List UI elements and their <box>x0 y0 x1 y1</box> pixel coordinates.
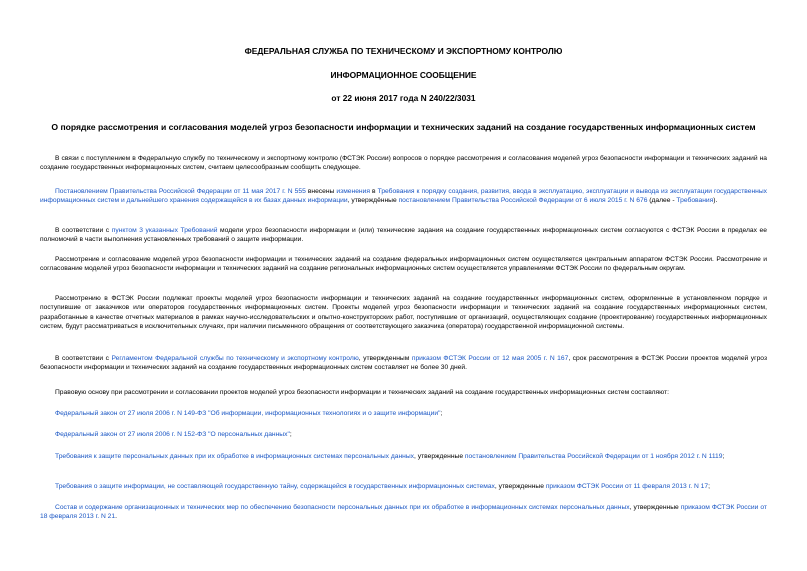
paragraph-text: В связи с поступлением в Федеральную службу по техническому и экспортному контролю (ФСТЭК России) вопросов о порядке рассмотрения и согласования моделей угроз безопасности информации и технических заданий на создание государственных информационных систем, считаем целесообразным сообщить следующее. <box>40 155 767 172</box>
link-resolution-676[interactable]: постановлением Правительства Российской Федерации от 6 июля 2015 г. N 676 <box>398 197 648 205</box>
paragraph-text: , утвержденные <box>494 483 546 490</box>
paragraph-12 <box>40 503 767 522</box>
paragraph-4 <box>40 255 767 274</box>
paragraph-text: , утверждённые <box>347 197 399 205</box>
link-item-3-requirements[interactable]: пунктом 3 указанных Требований <box>111 227 218 234</box>
link-resolution-1119[interactable]: постановлением Правительства Российской Федерации от 1 ноября 2012 г. N 1119 <box>464 453 723 460</box>
paragraph-text: ). <box>713 197 718 205</box>
link-order-21[interactable]: приказом ФСТЭК России от 18 февраля 2013 г. N 21 <box>40 504 767 521</box>
paragraph-text: ; <box>722 453 725 460</box>
paragraph-2 <box>40 187 767 206</box>
paragraph-text: , утвержденные <box>629 504 681 511</box>
paragraph-3 <box>40 226 767 245</box>
link-requirements-gis[interactable]: Требования к порядку создания, развития, ввода в эксплуатацию, эксплуатации и вывода из эксплуатации государственных информационных систем и дальнейшего хранения содержащейся в их базах данных информации <box>40 188 767 205</box>
link-order-167[interactable]: приказом ФСТЭК России от 12 мая 2005 г. N 167 <box>411 355 569 362</box>
paragraph-text: ; <box>289 431 292 438</box>
link-order-17[interactable]: приказом ФСТЭК России от 11 февраля 2013 г. N 17 <box>545 483 709 490</box>
paragraph-text: , утвержденные <box>414 453 465 460</box>
paragraph-text: В соответствии с <box>55 227 112 234</box>
link-law-149[interactable]: Федеральный закон от 27 июля 2006 г. N 149-ФЗ "Об информации, информационных технологиях и о защите информации" <box>55 410 441 417</box>
link-gis-protection-requirements[interactable]: Требования о защите информации, не составляющей государственную тайну, содержащейся в государственных информационных системах <box>55 483 495 490</box>
paragraph-text: модели угроз безопасности информации и (или) технические задания на создание государственных информационных систем согласуются с ФСТЭК России в пределах ее полномочий в части выполнения установленных требований о защите информации. <box>40 227 767 244</box>
paragraph-text: в <box>369 188 378 195</box>
link-pd-requirements[interactable]: Требования к защите персональных данных при их обработке в информационных системах персональных данных <box>55 453 414 460</box>
paragraph-text: , срок рассмотрения в ФСТЭК России проектов моделей угроз безопасности информации и технических заданий на создание государственных информационных систем составляет не более 30 дней. <box>40 355 768 372</box>
link-amendments[interactable]: изменения <box>336 188 370 195</box>
paragraph-text: . <box>115 513 117 521</box>
paragraph-text: Рассмотрению в ФСТЭК России подлежат проекты моделей угроз безопасности информации и технических заданий на создание государственных информационных систем, оформленные в установленном порядке и поступившие от заказчиков или операторов государственных информационных систем. Проекты моделей угроз безопасности информации и технических заданий на создание государственных информационных систем, разработанные в качестве отчетных материалов в рамках научно-исследовательских и опытно-конструкторских работ, поступившие от организаций, осуществляющих создание (проектирование) государственных информационных систем, будут рассматриваться в исключительных случаях, при наличии письменного обращения от соответствующего заказчика (оператора) государственной информационной системы. <box>40 295 767 330</box>
link-resolution-555[interactable]: Постановлением Правительства Российской Федерации от 11 мая 2017 г. N 555 <box>55 188 306 195</box>
paragraph-9 <box>40 430 767 439</box>
paragraph-text: ; <box>440 410 443 417</box>
link-requirements[interactable]: Требования <box>676 197 714 205</box>
document-type-heading: ИНФОРМАЦИОННОЕ СООБЩЕНИЕ <box>330 70 477 80</box>
paragraph-text: Рассмотрение и согласование моделей угроз безопасности информации и технических заданий на создание федеральных информационных систем осуществляется центральным аппаратом ФСТЭК России. Рассмотрение и согласование моделей угроз безопасности информации и технических заданий на создание региональных информационных систем осуществляется управлениями ФСТЭК России по федеральным округам. <box>40 256 767 273</box>
paragraph-text: (далее - <box>647 197 677 205</box>
document-title: О порядке рассмотрения и согласования моделей угроз безопасности информации и технических заданий на создание государственных информационных систем <box>51 122 756 132</box>
paragraph-text: ; <box>708 483 710 490</box>
paragraph-10 <box>40 452 767 461</box>
paragraph-6 <box>40 354 767 373</box>
link-law-152[interactable]: Федеральный закон от 27 июля 2006 г. N 152-ФЗ "О персональных данных" <box>55 431 290 438</box>
paragraph-text: , утвержденным <box>358 355 412 362</box>
paragraph-text: В соответствии с <box>55 355 112 362</box>
paragraph-11 <box>40 482 767 491</box>
paragraph-text: Правовую основу при рассмотрении и согласовании проектов моделей угроз безопасности информации и технических заданий на создание государственных информационных систем составляют: <box>55 389 669 396</box>
paragraph-1 <box>40 154 767 173</box>
link-fstec-regulations[interactable]: Регламентом Федеральной службы по техническому и экспортному контролю <box>111 355 359 362</box>
paragraph-5 <box>40 294 767 331</box>
link-pd-measures[interactable]: Состав и содержание организационных и технических мер по обеспечению безопасности персональных данных при их обработке в информационных системах персональных данных <box>55 504 630 511</box>
document-date-heading: от 22 июня 2017 года N 240/22/3031 <box>331 93 476 103</box>
paragraph-8 <box>40 409 767 418</box>
agency-heading: ФЕДЕРАЛЬНАЯ СЛУЖБА ПО ТЕХНИЧЕСКОМУ И ЭКСПОРТНОМУ КОНТРОЛЮ <box>244 46 563 56</box>
paragraph-7 <box>40 388 767 397</box>
paragraph-text: внесены <box>305 188 337 195</box>
